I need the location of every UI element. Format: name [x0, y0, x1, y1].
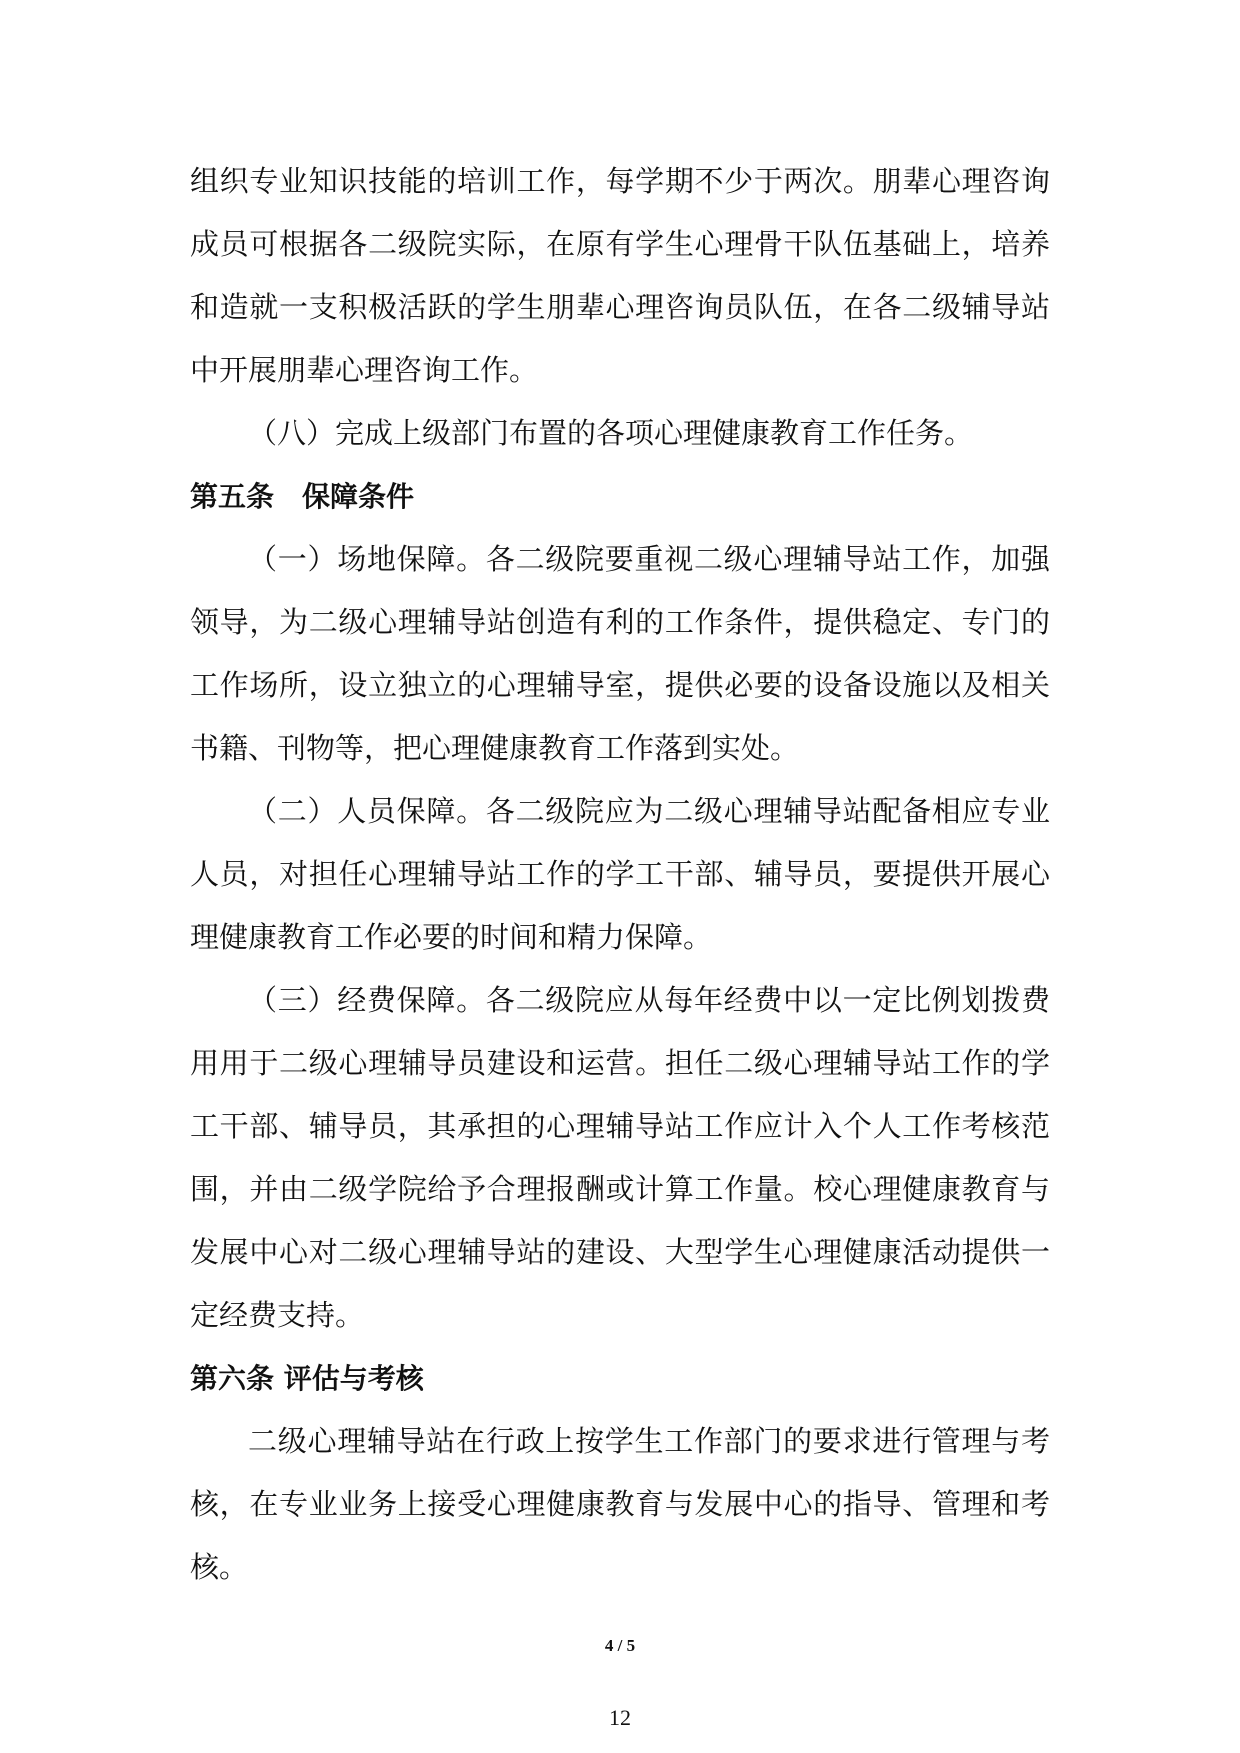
article-5-item-3: （三）经费保障。各二级院应从每年经费中以一定比例划拨费用用于二级心理辅导员建设和运营。担任二级心理辅导站工作的学工干部、辅导员，其承担的心理辅导站工作应计入个人工作考核范围，并由二级学院给予合理报酬或计算工作量。校心理健康教育与发展中心对二级心理辅导站的建设、大型学生心理健康活动提供一定经费支持。	[190, 983, 1050, 1332]
article-6-heading: 第六条 评估与考核	[190, 1362, 424, 1395]
article-5-item-1: （一）场地保障。各二级院要重视二级心理辅导站工作，加强领导，为二级心理辅导站创造有利的工作条件，提供稳定、专门的工作场所，设立独立的心理辅导室，提供必要的设备设施以及相关书籍、刊物等，把心理健康教育工作落到实处。	[190, 542, 1050, 765]
page-indicator: 4 / 5	[604, 1636, 636, 1655]
document-body	[190, 150, 1050, 1599]
paragraph-continuation: 组织专业知识技能的培训工作，每学期不少于两次。朋辈心理咨询成员可根据各二级院实际，在原有学生心理骨干队伍基础上，培养和造就一支积极活跃的学生朋辈心理咨询员队伍，在各二级辅导站中开展朋辈心理咨询工作。	[190, 164, 1050, 387]
article-6-text: 二级心理辅导站在行政上按学生工作部门的要求进行管理与考核，在专业业务上接受心理健康教育与发展中心的指导、管理和考核。	[190, 1424, 1050, 1584]
paragraph-item-eight: （八）完成上级部门布置的各项心理健康教育工作任务。	[248, 416, 974, 450]
article-5-item-2: （二）人员保障。各二级院应为二级心理辅导站配备相应专业人员，对担任心理辅导站工作的学工干部、辅导员，要提供开展心理健康教育工作必要的时间和精力保障。	[190, 794, 1050, 954]
page-number: 12	[609, 1705, 631, 1730]
article-5-heading: 第五条 保障条件	[190, 480, 415, 513]
